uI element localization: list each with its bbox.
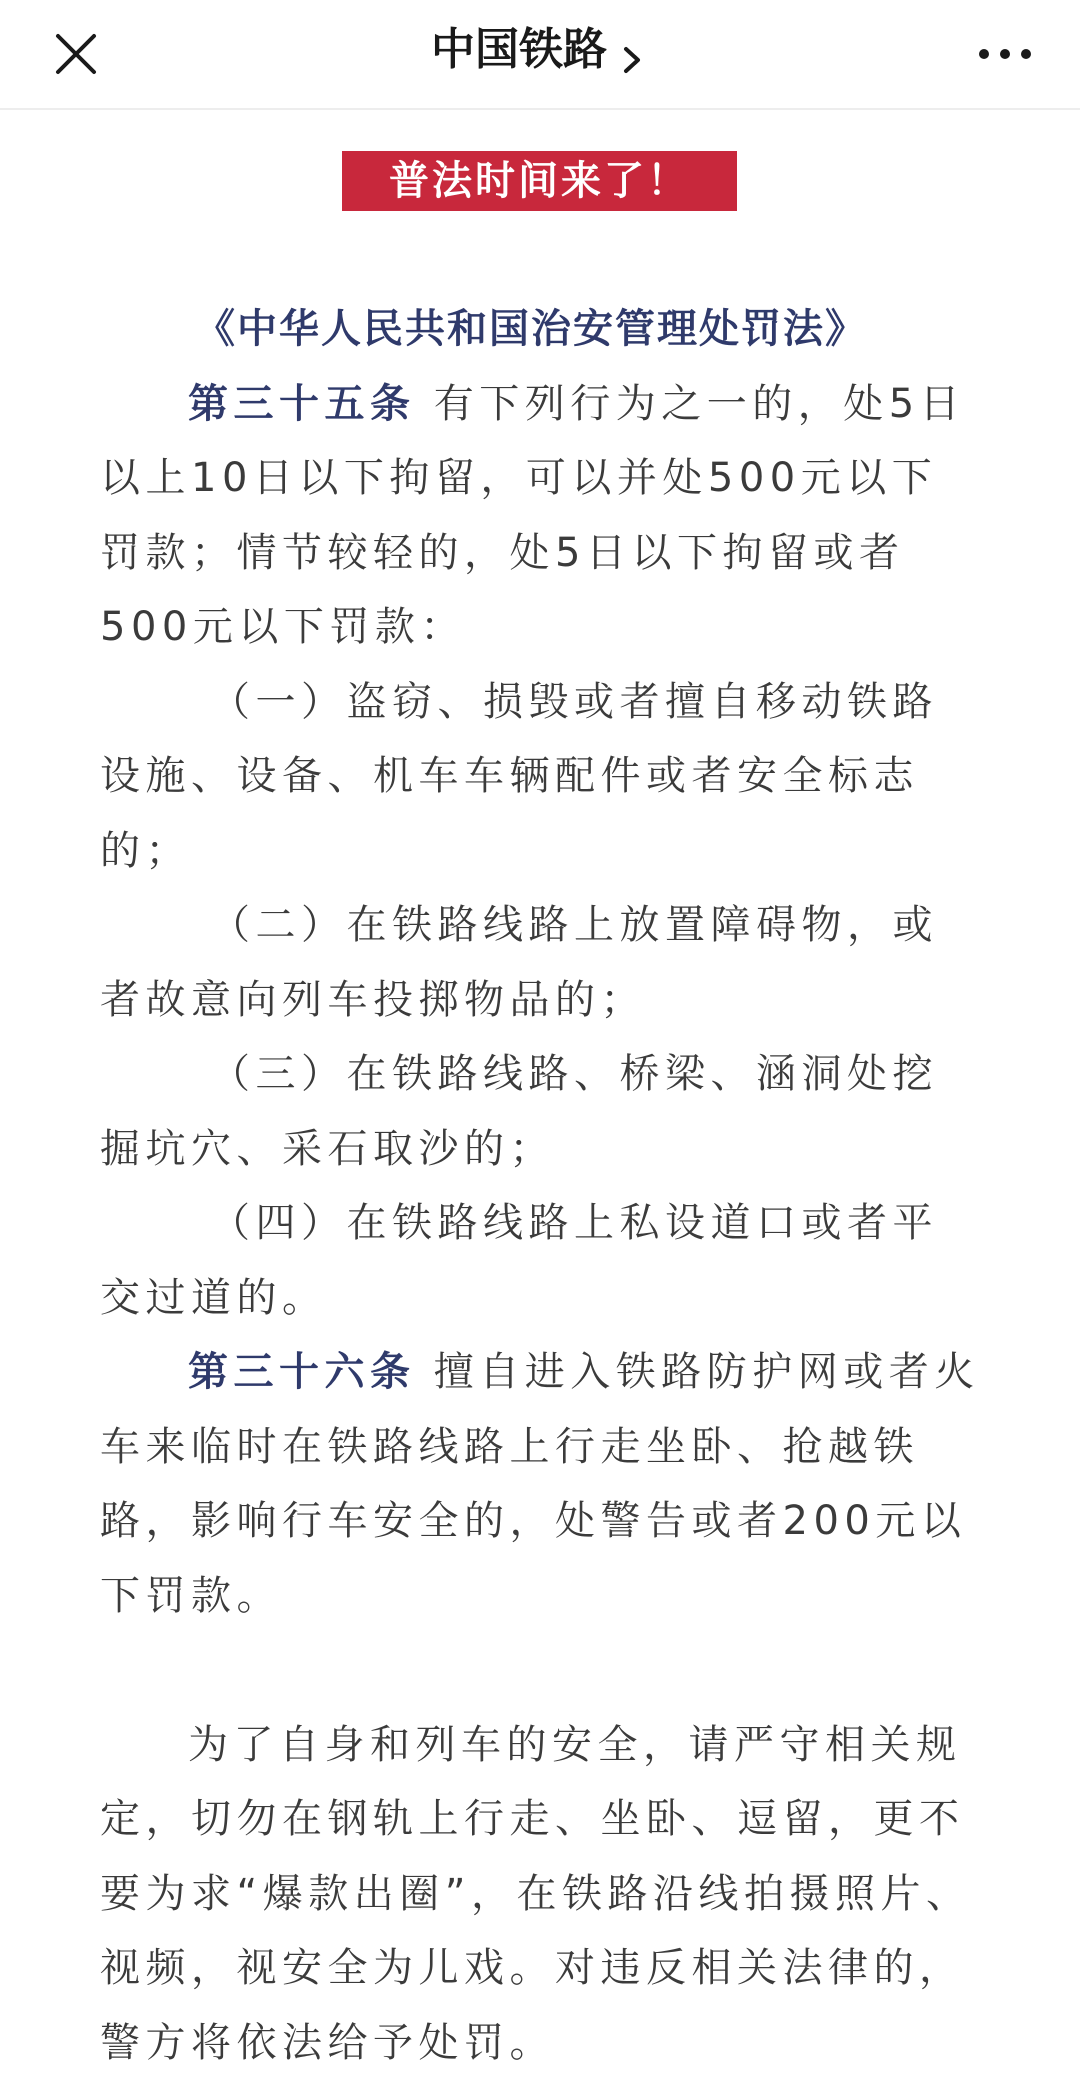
article-35-paragraph bbox=[100, 367, 980, 665]
top-navbar bbox=[0, 0, 1080, 110]
account-name: 中国铁路 bbox=[431, 24, 607, 75]
item-2: （二）在铁路线路上放置障碍物，或者故意向列车投掷物品的； bbox=[100, 902, 938, 1023]
banner-heading: 普法时间来了！ bbox=[342, 151, 737, 211]
article-36-paragraph bbox=[100, 1335, 980, 1633]
article-35-text: 有下列行为之一的，处5日以上10日以下拘留，可以并处500元以下罚款；情节较轻的，处5日以下拘留或者500元以下罚款： bbox=[100, 380, 966, 650]
item-3: （三）在铁路线路、桥梁、涵洞处挖掘坑穴、采石取沙的； bbox=[100, 1051, 938, 1172]
item-4: （四）在铁路线路上私设道口或者平交过道的。 bbox=[100, 1200, 938, 1321]
item-1: （一）盗窃、损毁或者擅自移动铁路设施、设备、机车车辆配件或者安全标志的； bbox=[100, 678, 938, 874]
article-body bbox=[100, 292, 980, 2080]
more-icon[interactable] bbox=[970, 26, 1040, 82]
article-36-text: 擅自进入铁路防护网或者火车来临时在铁路线路上行走坐卧、抢越铁路，影响行车安全的，处警告或者200元以下罚款。 bbox=[100, 1349, 980, 1619]
law-title: 《中华人民共和国治安管理处罚法》 bbox=[195, 306, 867, 352]
paragraph-spacer bbox=[100, 1633, 980, 1708]
article-35-heading: 第三十五条 bbox=[188, 380, 416, 427]
account-title-link[interactable] bbox=[0, 20, 1080, 80]
closing-paragraph: 为了自身和列车的安全，请严守相关规定，切勿在钢轨上行走、坐卧、逗留，更不要为求“爆款出圈”，在铁路沿线拍摄照片、视频，视安全为儿戏。对违反相关法律的，警方将依法给予处罚。 bbox=[100, 1721, 972, 2066]
article-36-heading: 第三十六条 bbox=[188, 1349, 416, 1395]
chevron-right-icon bbox=[615, 33, 649, 67]
